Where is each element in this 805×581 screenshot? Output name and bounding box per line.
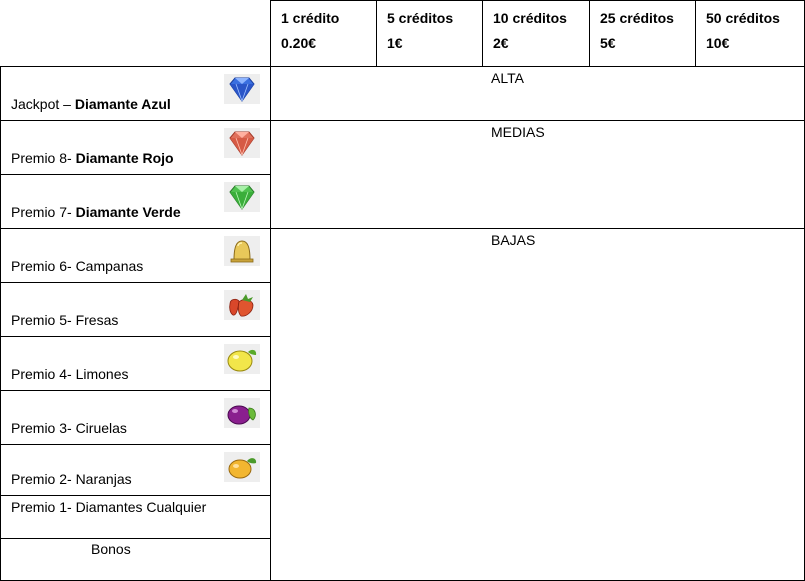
row-bonos-label: Bonos xyxy=(91,541,131,557)
row-premio-6 xyxy=(0,228,271,283)
header-col-1-credits: 1 crédito xyxy=(281,10,340,26)
header-col-2-price: 1€ xyxy=(387,35,403,51)
header-col-4-price: 5€ xyxy=(600,35,616,51)
header-col-3-price: 2€ xyxy=(493,35,509,51)
header-col-1 xyxy=(270,0,377,67)
header-empty-cell xyxy=(0,0,271,67)
row-premio-1 xyxy=(0,495,271,539)
header-col-4 xyxy=(589,0,696,67)
level-bajas-label: BAJAS xyxy=(491,232,536,248)
row-premio-8-prefix: Premio 8- xyxy=(11,150,76,166)
row-bonos xyxy=(0,538,271,581)
row-premio-7-name: Diamante Verde xyxy=(75,204,181,220)
header-col-1-price: 0.20€ xyxy=(281,35,317,51)
level-bajas-cell xyxy=(270,228,805,581)
row-premio-2 xyxy=(0,444,271,496)
header-col-5-price: 10€ xyxy=(706,35,730,51)
row-jackpot xyxy=(0,66,271,121)
row-premio-4-label: Premio 4- Limones xyxy=(11,366,129,382)
header-col-2 xyxy=(376,0,483,67)
row-premio-3-label: Premio 3- Ciruelas xyxy=(11,420,127,436)
row-jackpot-prefix: Jackpot – xyxy=(11,96,75,112)
level-medias-label: MEDIAS xyxy=(491,124,545,140)
row-premio-8-name: Diamante Rojo xyxy=(75,150,174,166)
row-premio-2-label: Premio 2- Naranjas xyxy=(11,471,132,487)
header-col-4-credits: 25 créditos xyxy=(600,10,674,26)
level-alta-label: ALTA xyxy=(491,70,524,86)
green-diamond-icon xyxy=(224,182,260,212)
red-diamond-icon xyxy=(224,128,260,158)
row-premio-8 xyxy=(0,120,271,175)
level-medias-cell xyxy=(270,120,805,229)
row-premio-5-label: Premio 5- Fresas xyxy=(11,312,119,328)
header-col-5-credits: 50 créditos xyxy=(706,10,780,26)
row-premio-7 xyxy=(0,174,271,229)
row-premio-4 xyxy=(0,336,271,391)
row-jackpot-name: Diamante Azul xyxy=(74,96,171,112)
lemon-icon xyxy=(224,344,260,374)
row-premio-3 xyxy=(0,390,271,445)
strawberry-icon xyxy=(224,290,260,320)
header-col-3 xyxy=(482,0,590,67)
bell-icon xyxy=(224,236,260,266)
plum-icon xyxy=(224,398,260,428)
orange-icon xyxy=(224,452,260,482)
header-col-2-credits: 5 créditos xyxy=(387,10,454,26)
row-premio-1-label: Premio 1- Diamantes Cualquier xyxy=(11,499,207,515)
header-col-3-credits: 10 créditos xyxy=(493,10,567,26)
blue-diamond-icon xyxy=(224,74,260,104)
header-col-5 xyxy=(695,0,805,67)
row-premio-6-label: Premio 6- Campanas xyxy=(11,258,144,274)
row-premio-7-prefix: Premio 7- xyxy=(11,204,76,220)
level-alta-cell xyxy=(270,66,805,121)
row-premio-5 xyxy=(0,282,271,337)
